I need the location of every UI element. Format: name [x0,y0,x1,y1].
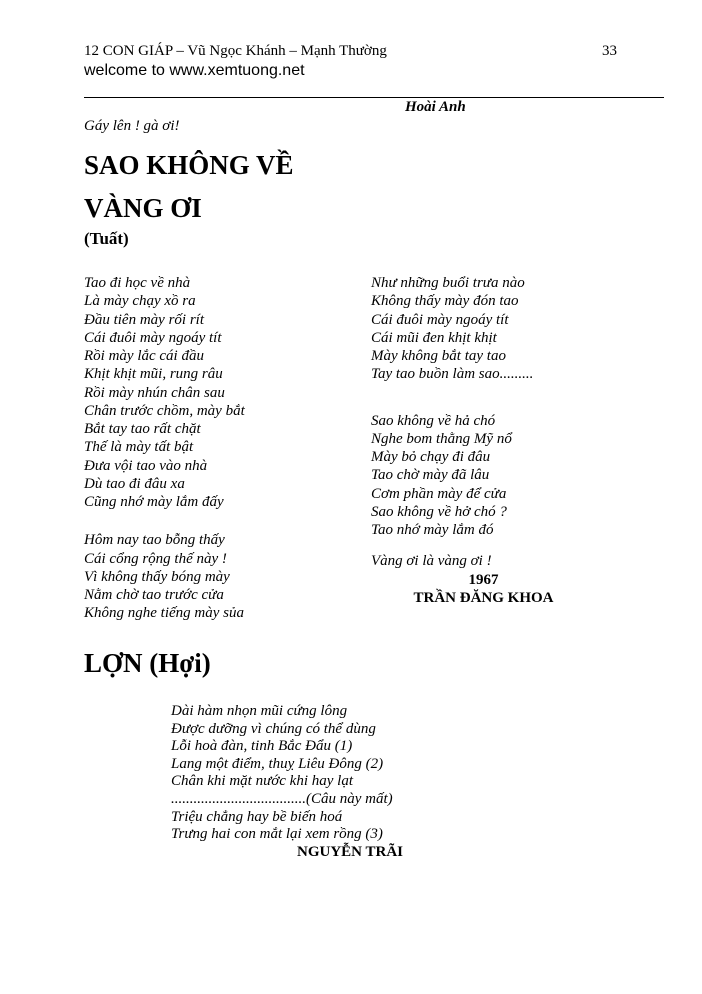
poem1-title-line1: SAO KHÔNG VỀ [84,150,294,180]
poem1-left-stanza1 [84,274,245,511]
poem2-author: NGUYỄN TRÃI [297,844,403,860]
poem-line: Tao chờ mày đã lâu [371,467,490,484]
poem-line: Cũng nhớ mày lắm đấy [84,494,224,510]
poem-line: Bắt tay tao rất chặt [84,421,201,437]
poem2-title: LỢN (Hợi) [84,648,211,678]
poem1-year: 1967 [468,571,499,588]
page-number: 33 [602,43,617,59]
poem-line: Hôm nay tao bỗng thấy [84,532,225,549]
poem1-left-stanza2 [84,531,245,622]
poem-line: Đưa vội tao vào nhà [84,457,208,474]
poem-line: Cơm phần mày để cửa [371,485,507,502]
book-title: 12 CON GIÁP – Vũ Ngọc Khánh – Mạnh Thường [84,43,387,59]
poem-line: Cái đuôi mày ngoáy tít [371,311,509,328]
website-url: welcome to www.xemtuong.net [84,62,305,79]
poem1-right-stanza2 [371,412,596,540]
epigraph-line: Gáy lên ! gà ơi! [84,118,180,134]
poem1-signature [371,571,596,608]
poem-line: Mày bỏ chạy đi đâu [371,449,491,465]
poem1-left-column [84,274,245,623]
poem-line: Mày không bắt tay tao [371,348,506,364]
poem-line: Chân khi mặt nước khi hay lạt [171,773,353,790]
poem1-closing-line: Vàng ơi là vàng ơi ! [371,553,492,570]
poem-line: Vì không thấy bóng mày [84,568,230,585]
poem2-lines [171,703,393,844]
poem-line: Đầu tiên mày rối rít [84,311,204,328]
poem-line: Tao nhớ mày lắm đó [371,522,494,538]
poem-line: Cái mũi đen khịt khịt [371,329,497,346]
poem1-subtitle-zodiac: (Tuất) [84,229,129,248]
poem-line: Tao đi học về nhà [84,275,191,291]
poem-line: Khịt khịt mũi, rung râu [84,366,223,383]
poem-line: Được dưỡng vì chúng có thể dùng [171,720,376,737]
poem-line: Rồi mày lắc cái đầu [84,348,204,364]
poem-line: ....................................(Câu này mất) [171,790,393,807]
page-header [84,42,617,60]
poem-line: Triệu chẳng hay bề biến hoá [171,808,343,825]
poem-line: Như những buổi trưa nào [371,275,525,291]
poem-line: Rồi mày nhún chân sau [84,384,225,401]
poem-line: Chân trước chồm, mày bắt [84,402,245,419]
poem-line: Trưng hai con mắt lại xem rồng (3) [171,826,383,843]
author-hoai-anh: Hoài Anh [405,99,466,115]
header-divider [84,97,664,98]
poem-line: Dài hàm nhọn mũi cứng lông [171,703,348,719]
poem-line: Nằm chờ tao trước cửa [84,587,224,603]
poem-line: Là mày chạy xồ ra [84,293,196,310]
poem1-right-stanza1 [371,274,596,384]
poem-line: Không thấy mày đón tao [371,293,519,310]
poem-line: Dù tao đi đâu xa [84,475,185,492]
poem-line: Sao không về hở chó ? [371,503,507,520]
poem-line: Lang một điểm, thuỵ Liêu Đông (2) [171,755,384,772]
poem-line: Nghe bom thằng Mỹ nổ [371,430,512,447]
poem-line: Cái đuôi mày ngoáy tít [84,329,222,346]
poem-line: Cái cổng rộng thế này ! [84,550,227,567]
poem1-title-line2: VÀNG ƠI [84,193,202,223]
poem-line: Không nghe tiếng mày sủa [84,605,244,622]
poem-line: Tay tao buồn làm sao......... [371,366,534,383]
poem-line: Thế là mày tất bật [84,439,194,456]
poem1-right-column [371,274,596,607]
poem1-author: TRẦN ĐĂNG KHOA [413,589,554,606]
poem-line: Sao không về hả chó [371,412,496,429]
poem-line: Lỗi hoà đàn, tinh Bắc Đẩu (1) [171,738,353,755]
